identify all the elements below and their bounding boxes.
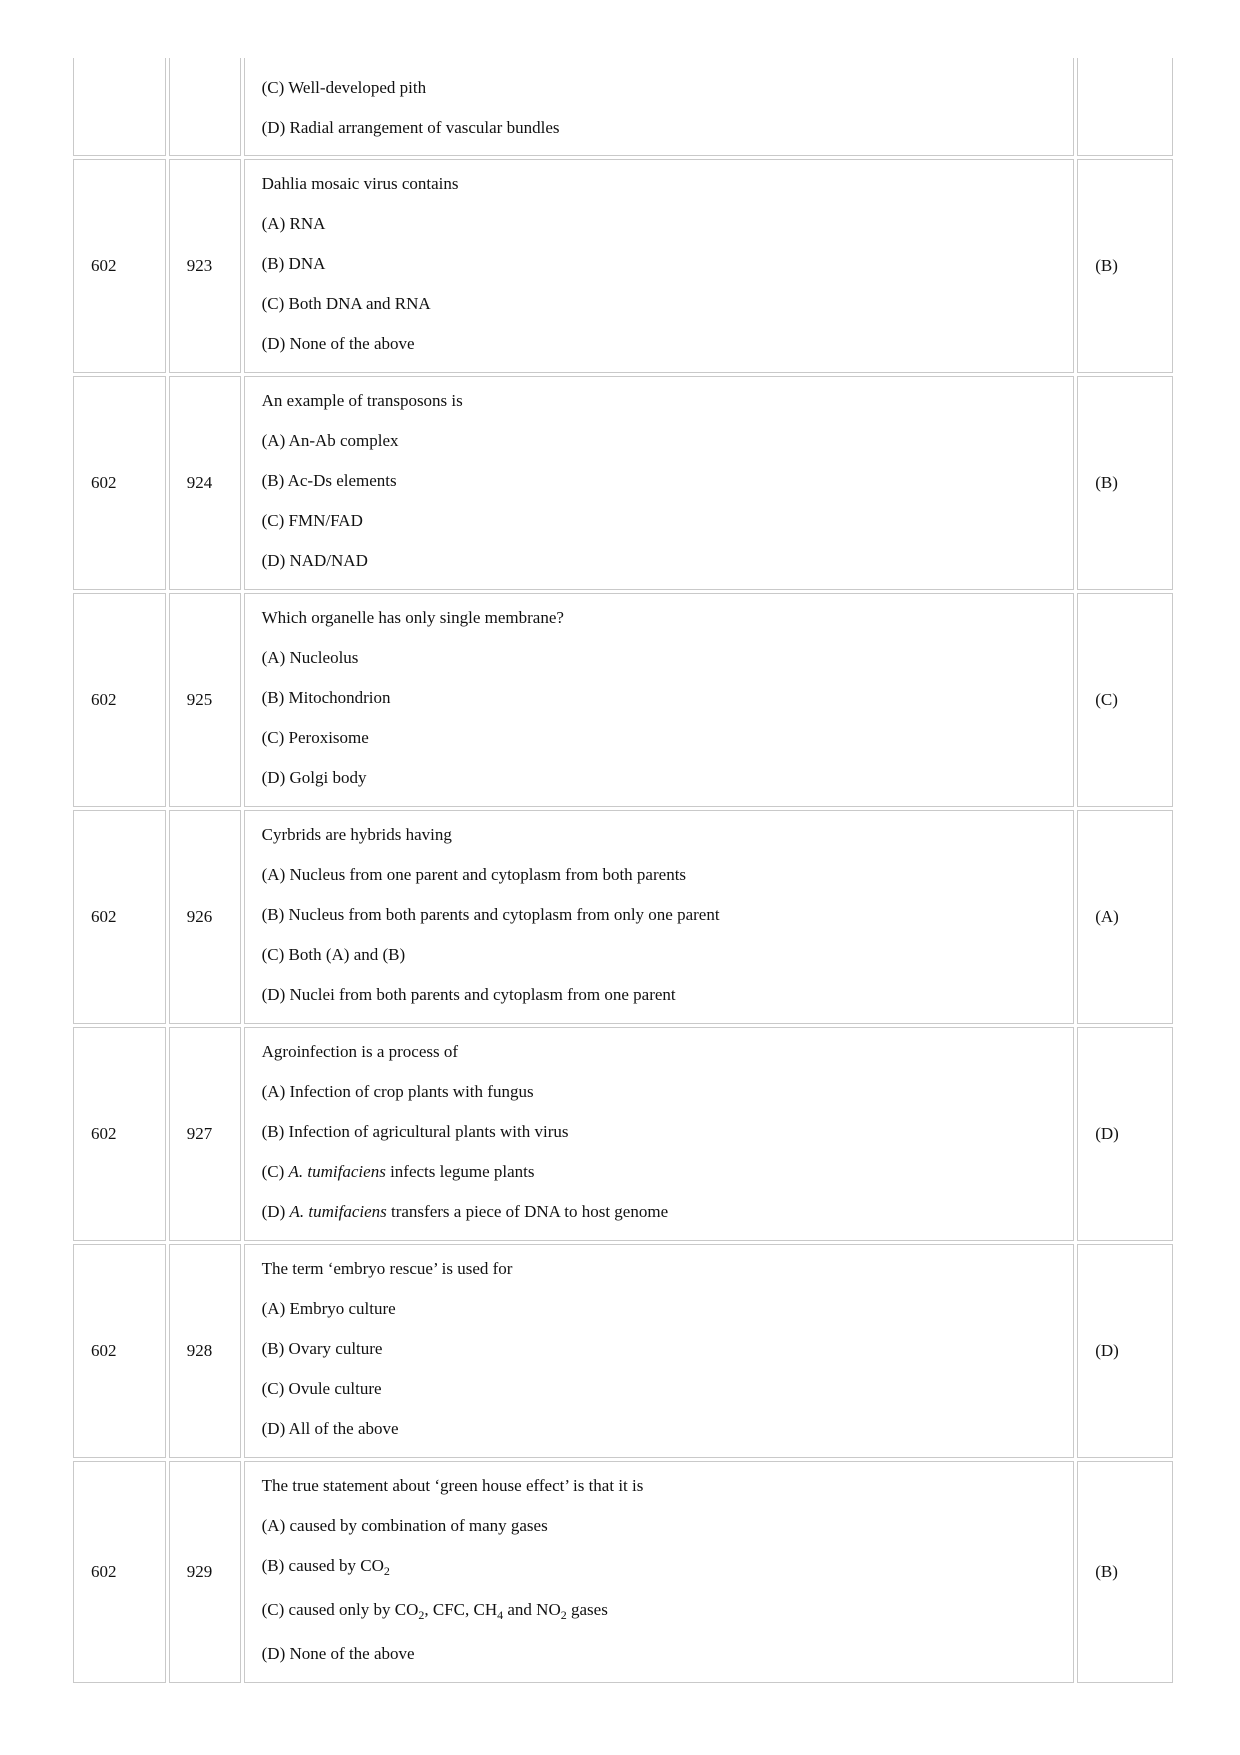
paper-code-cell: 602 [73, 810, 166, 1024]
paper-code-cell: 602 [73, 1244, 166, 1458]
answer-cell [1077, 58, 1173, 156]
option-text: infects legume plants [385, 1162, 535, 1181]
question-text: Cyrbrids are hybrids having [261, 825, 452, 844]
option-d: (D) Nuclei from both parents and cytoplasm from one parent [261, 985, 676, 1004]
option-d: (D) Golgi body [261, 768, 367, 787]
subscript: 2 [560, 1608, 567, 1622]
option-d: (D) NAD/NAD [261, 551, 368, 570]
option-d [262, 1202, 1074, 1222]
paper-code-cell: 602 [73, 376, 166, 590]
option-d: (D) Radial arrangement of vascular bundles [261, 118, 560, 137]
paper-code-cell: 602 [73, 1027, 166, 1241]
table-row [73, 810, 1173, 1024]
question-number-cell: 929 [169, 1461, 241, 1683]
option-b: (B) Ovary culture [261, 1339, 383, 1358]
option-text: transfers a piece of DNA to host genome [386, 1202, 669, 1221]
paper-code-cell: 602 [73, 593, 166, 807]
question-table [73, 58, 1173, 1683]
option-text: (C) caused only by CO [261, 1600, 419, 1619]
option-text: (B) caused by CO [261, 1556, 384, 1575]
table-row [73, 1244, 1173, 1458]
species-name: A. tumifaciens [289, 1202, 387, 1221]
option-prefix: (C) [261, 1162, 289, 1181]
option-a: (A) Infection of crop plants with fungus [261, 1082, 534, 1101]
paper-code-cell: 602 [73, 1461, 166, 1683]
answer-cell: (B) [1077, 376, 1173, 590]
table-row [73, 58, 1173, 156]
option-a: (A) Nucleus from one parent and cytoplasm from both parents [261, 865, 687, 884]
question-text: An example of transposons is [261, 391, 463, 410]
option-prefix: (D) [261, 1202, 290, 1221]
option-text: , CFC, CH [424, 1600, 498, 1619]
question-number-cell: 927 [169, 1027, 241, 1241]
answer-cell: (C) [1077, 593, 1173, 807]
subscript: 4 [497, 1608, 504, 1622]
question-cell [244, 58, 1075, 156]
option-a: (A) Nucleolus [261, 648, 359, 667]
paper-code-cell: 602 [73, 159, 166, 373]
question-cell [244, 1027, 1075, 1241]
species-name: A. tumifaciens [288, 1162, 386, 1181]
option-c: (C) Both (A) and (B) [261, 945, 406, 964]
answer-cell: (D) [1077, 1244, 1173, 1458]
option-c: (C) Peroxisome [261, 728, 369, 747]
answer-cell: (B) [1077, 1461, 1173, 1683]
question-number-cell: 926 [169, 810, 241, 1024]
question-number-cell: 924 [169, 376, 241, 590]
option-c: (C) Both DNA and RNA [261, 294, 431, 313]
question-cell [244, 376, 1075, 590]
question-cell [244, 810, 1075, 1024]
option-c [262, 1162, 1074, 1182]
subscript: 2 [383, 1564, 390, 1578]
option-text: and NO [503, 1600, 561, 1619]
option-d: (D) None of the above [261, 1644, 415, 1663]
option-a: (A) Embryo culture [261, 1299, 396, 1318]
option-b [262, 1556, 1074, 1576]
answer-cell: (A) [1077, 810, 1173, 1024]
question-text: The true statement about ‘green house effect’ is that it is [261, 1476, 644, 1495]
question-number-cell: 928 [169, 1244, 241, 1458]
answer-cell: (B) [1077, 159, 1173, 373]
question-cell [244, 1461, 1075, 1683]
answer-cell: (D) [1077, 1027, 1173, 1241]
table-row [73, 593, 1173, 807]
option-text: gases [566, 1600, 608, 1619]
question-text: Dahlia mosaic virus contains [261, 174, 459, 193]
option-c: (C) FMN/FAD [261, 511, 363, 530]
table-row [73, 159, 1173, 373]
option-b: (B) Infection of agricultural plants with virus [261, 1122, 569, 1141]
option-b: (B) DNA [261, 254, 326, 273]
option-c [262, 1600, 1074, 1620]
option-c: (C) Ovule culture [261, 1379, 382, 1398]
question-text: The term ‘embryo rescue’ is used for [261, 1259, 513, 1278]
question-number-cell: 923 [169, 159, 241, 373]
option-b: (B) Mitochondrion [261, 688, 391, 707]
question-text: Which organelle has only single membrane? [261, 608, 564, 627]
question-cell [244, 159, 1075, 373]
table-row [73, 1027, 1173, 1241]
option-a: (A) An-Ab complex [261, 431, 399, 450]
question-cell [244, 1244, 1075, 1458]
question-number-cell [169, 58, 241, 156]
option-b: (B) Ac-Ds elements [261, 471, 397, 490]
table-row [73, 1461, 1173, 1683]
question-number-cell: 925 [169, 593, 241, 807]
option-d: (D) All of the above [261, 1419, 399, 1438]
option-c: (C) Well-developed pith [261, 78, 427, 97]
option-a: (A) RNA [261, 214, 326, 233]
table-row [73, 376, 1173, 590]
option-a: (A) caused by combination of many gases [261, 1516, 548, 1535]
subscript: 2 [418, 1608, 425, 1622]
question-cell [244, 593, 1075, 807]
option-b: (B) Nucleus from both parents and cytoplasm from only one parent [261, 905, 720, 924]
paper-code-cell [73, 58, 166, 156]
option-d: (D) None of the above [261, 334, 415, 353]
question-text: Agroinfection is a process of [261, 1042, 459, 1061]
